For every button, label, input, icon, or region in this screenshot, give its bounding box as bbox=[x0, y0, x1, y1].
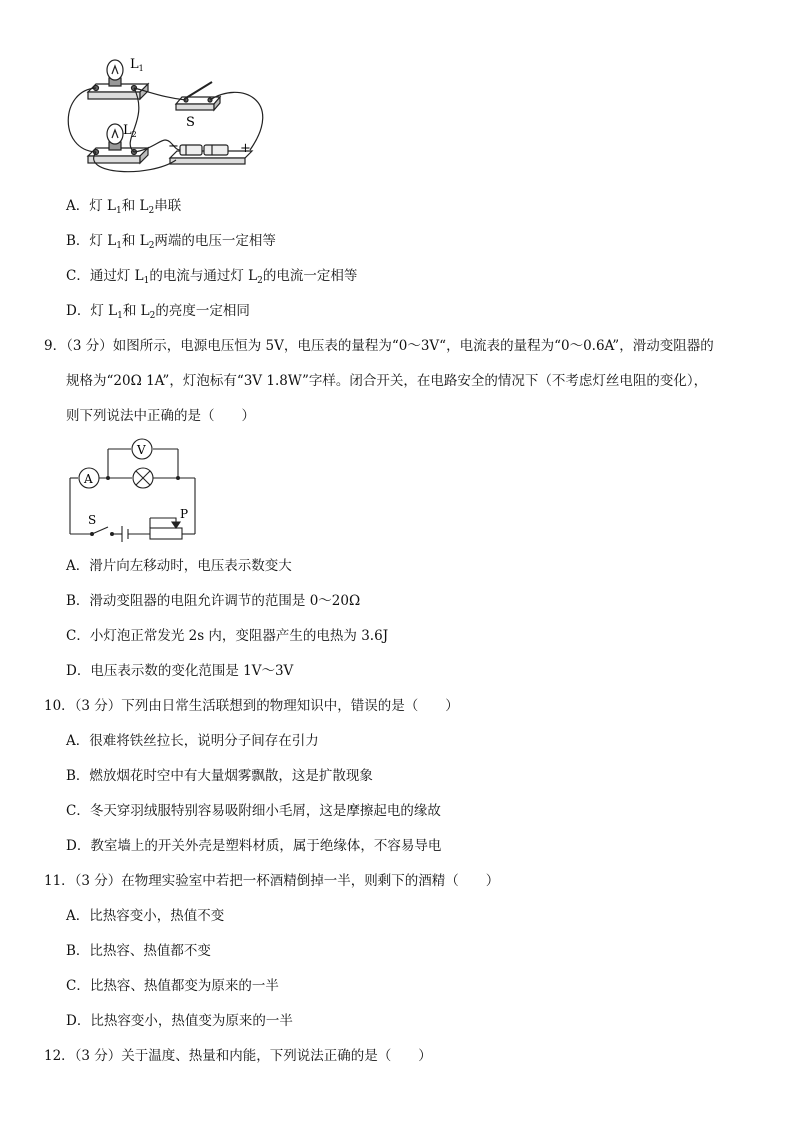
label-l2: $L_2$ bbox=[123, 123, 137, 139]
ammeter-label: A bbox=[84, 472, 93, 486]
voltmeter-label: V bbox=[137, 443, 146, 457]
q9-option-a: A．滑片向左移动时，电压表示数变大 bbox=[66, 558, 292, 574]
q10-option-b: B．燃放烟花时空中有大量烟雾飘散，这是扩散现象 bbox=[66, 768, 373, 784]
q10-option-a: A．很难将铁丝拉长，说明分子间存在引力 bbox=[66, 733, 319, 749]
label-minus: − bbox=[168, 139, 179, 154]
figure-parallel-lamp-circuit bbox=[0, 0, 794, 200]
q11-option-c: C．比热容、热值都变为原来的一半 bbox=[66, 978, 279, 994]
q8-option-a: A．灯 $L_1$和 $L_2$串联 bbox=[66, 198, 182, 216]
q12-stem: 12．（3 分）关于温度、热量和内能，下列说法正确的是（ ） bbox=[44, 1048, 432, 1064]
label-l1: $L_1$ bbox=[130, 57, 144, 73]
q11-stem: 11．（3 分）在物理实验室中若把一杯酒精倒掉一半，则剩下的酒精（ ） bbox=[44, 873, 500, 889]
q11-option-a: A．比热容变小，热值不变 bbox=[66, 908, 225, 924]
switch-label-s: S bbox=[88, 513, 97, 527]
q9-option-c: C．小灯泡正常发光 2s 内，变阻器产生的电热为 3.6J bbox=[66, 628, 389, 644]
q10-option-c: C．冬天穿羽绒服特别容易吸附细小毛屑，这是摩擦起电的缘故 bbox=[66, 803, 441, 819]
slider-label-p: P bbox=[180, 507, 189, 521]
q10-stem: 10．（3 分）下列由日常生活联想到的物理知识中，错误的是（ ） bbox=[44, 698, 459, 714]
q8-option-c: C．通过灯 $L_1$的电流与通过灯 $L_2$的电流一定相等 bbox=[66, 268, 358, 286]
figure-q9-circuit bbox=[0, 430, 794, 550]
label-switch-s: S bbox=[186, 115, 195, 130]
q9-stem-line-1: 9．（3 分）如图所示，电源电压恒为 5V，电压表的量程为“0～3V“，电流表的量程为“0～0.6A”，滑动变阻器的 bbox=[44, 338, 714, 354]
q8-option-d: D．灯 $L_1$和 $L_2$的亮度一定相同 bbox=[66, 303, 250, 321]
q8-option-b: B．灯 $L_1$和 $L_2$两端的电压一定相等 bbox=[66, 233, 276, 251]
q9-option-b: B．滑动变阻器的电阻允许调节的范围是 0～20Ω bbox=[66, 593, 361, 609]
q9-stem-line-3: 则下列说法中正确的是（ ） bbox=[66, 408, 255, 424]
q11-option-d: D．比热容变小，热值变为原来的一半 bbox=[66, 1013, 293, 1029]
label-plus: + bbox=[240, 141, 251, 156]
q11-option-b: B．比热容、热值都不变 bbox=[66, 943, 211, 959]
q9-stem-line-2: 规格为“20Ω 1A”，灯泡标有“3V 1.8W”字样。闭合开关，在电路安全的情况下（不考虑灯丝电阻的变化）， bbox=[66, 373, 708, 389]
q10-option-d: D．教室墙上的开关外壳是塑料材质，属于绝缘体，不容易导电 bbox=[66, 838, 442, 854]
q9-option-d: D．电压表示数的变化范围是 1V～3V bbox=[66, 663, 294, 679]
